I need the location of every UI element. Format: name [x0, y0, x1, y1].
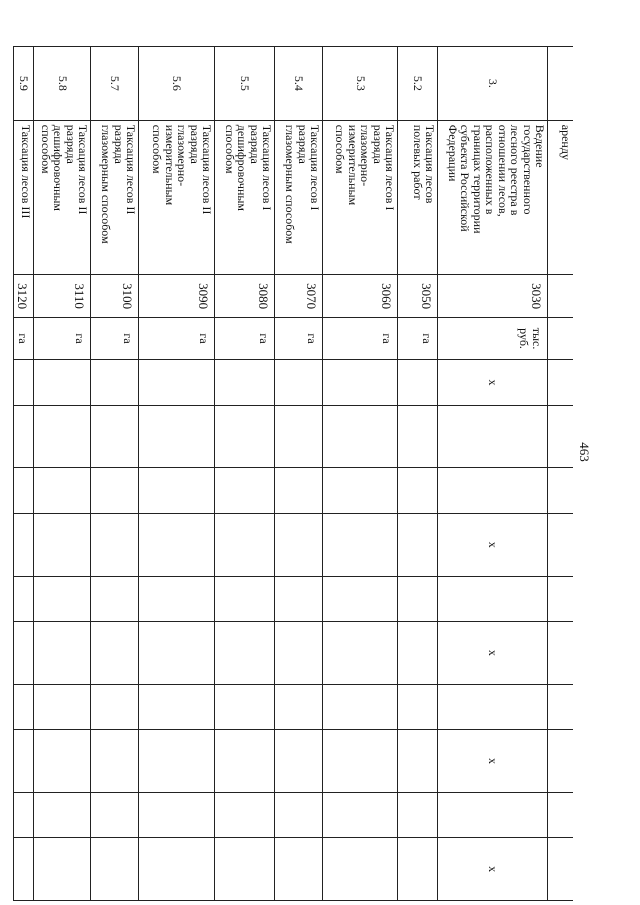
- row-number-cell: 5.6: [139, 47, 215, 121]
- value-cell: [91, 684, 139, 729]
- value-cell: [398, 621, 438, 684]
- row-code-cell: 3070: [275, 275, 323, 317]
- row-code-cell: 3120: [14, 275, 34, 317]
- value-cell: [275, 360, 323, 405]
- work-name-cell: Таксация лесов II разряда дешифровочным способом: [34, 120, 91, 275]
- row-number-cell: 5.8: [34, 47, 91, 121]
- value-cell: [548, 405, 573, 468]
- table-row: [323, 47, 398, 901]
- value-cell: [398, 684, 438, 729]
- value-cell: [215, 513, 275, 576]
- value-cell: x: [438, 360, 548, 405]
- unit-cell: га: [215, 317, 275, 359]
- value-cell: [91, 405, 139, 468]
- value-cell: [275, 405, 323, 468]
- value-cell: [398, 838, 438, 901]
- value-cell: [323, 513, 398, 576]
- value-cell: [275, 513, 323, 576]
- forest-works-table: [14, 46, 574, 901]
- row-number-cell: 5.5: [215, 47, 275, 121]
- row-code-cell: 3030: [438, 275, 548, 317]
- value-cell: [548, 513, 573, 576]
- value-cell: [215, 838, 275, 901]
- value-cell: [275, 838, 323, 901]
- value-cell: [139, 513, 215, 576]
- unit-cell: га: [91, 317, 139, 359]
- row-number-cell: 5.4: [275, 47, 323, 121]
- value-cell: [275, 576, 323, 621]
- value-cell: [323, 405, 398, 468]
- value-cell: [275, 792, 323, 837]
- row-number-cell: [548, 47, 573, 121]
- value-cell: [548, 576, 573, 621]
- value-cell: [398, 792, 438, 837]
- value-cell: [91, 730, 139, 793]
- work-name-cell: Таксация лесов III: [14, 120, 34, 275]
- value-cell: [139, 792, 215, 837]
- value-cell: [34, 621, 91, 684]
- value-cell: [139, 468, 215, 513]
- value-cell: [438, 405, 548, 468]
- rotated-table-container: [15, 46, 573, 901]
- value-cell: [34, 405, 91, 468]
- row-code-cell: [548, 275, 573, 317]
- table-row: [438, 47, 548, 901]
- value-cell: [548, 730, 573, 793]
- value-cell: [91, 468, 139, 513]
- unit-cell: га: [275, 317, 323, 359]
- row-code-cell: 3090: [139, 275, 215, 317]
- row-code-cell: 3060: [323, 275, 398, 317]
- value-cell: [14, 513, 34, 576]
- work-name-cell: Таксация лесов полевых работ: [398, 120, 438, 275]
- value-cell: [398, 468, 438, 513]
- value-cell: [34, 576, 91, 621]
- value-cell: [275, 684, 323, 729]
- value-cell: [323, 621, 398, 684]
- work-name-cell: Таксация лесов I разряда глазомерно- измерительным способом: [323, 120, 398, 275]
- value-cell: [14, 360, 34, 405]
- value-cell: [14, 684, 34, 729]
- value-cell: [139, 360, 215, 405]
- value-cell: [323, 360, 398, 405]
- value-cell: [34, 468, 91, 513]
- value-cell: [34, 684, 91, 729]
- table-row: [34, 47, 91, 901]
- value-cell: [14, 621, 34, 684]
- table-row: [215, 47, 275, 901]
- value-cell: [323, 576, 398, 621]
- value-cell: [14, 730, 34, 793]
- work-name-cell: Таксация лесов II разряда глазомерно- измерительным способом: [139, 120, 215, 275]
- value-cell: [323, 792, 398, 837]
- value-cell: [548, 838, 573, 901]
- table-row: [91, 47, 139, 901]
- value-cell: [438, 792, 548, 837]
- work-name-cell: Ведение государственного лесного реестра в отношении лесов, расположенных в границах территории субъекта Российской Федерации: [438, 120, 548, 275]
- unit-cell: га: [323, 317, 398, 359]
- value-cell: x: [438, 838, 548, 901]
- value-cell: [34, 730, 91, 793]
- value-cell: x: [438, 513, 548, 576]
- value-cell: [215, 468, 275, 513]
- table-row: [139, 47, 215, 901]
- value-cell: [14, 576, 34, 621]
- value-cell: [323, 468, 398, 513]
- value-cell: [398, 730, 438, 793]
- value-cell: [398, 405, 438, 468]
- value-cell: [275, 621, 323, 684]
- value-cell: [91, 360, 139, 405]
- value-cell: [398, 576, 438, 621]
- value-cell: [91, 621, 139, 684]
- value-cell: [398, 360, 438, 405]
- row-number-cell: 5.7: [91, 47, 139, 121]
- value-cell: [14, 838, 34, 901]
- value-cell: [34, 838, 91, 901]
- row-code-cell: 3100: [91, 275, 139, 317]
- unit-cell: га: [398, 317, 438, 359]
- unit-cell: га: [139, 317, 215, 359]
- value-cell: [398, 513, 438, 576]
- value-cell: [323, 684, 398, 729]
- value-cell: [275, 468, 323, 513]
- value-cell: [215, 730, 275, 793]
- row-code-cell: 3110: [34, 275, 91, 317]
- work-name-cell: Таксация лесов I разряда дешифровочным способом: [215, 120, 275, 275]
- work-name-cell: аренду: [548, 120, 573, 275]
- value-cell: [14, 405, 34, 468]
- row-number-cell: 5.9: [14, 47, 34, 121]
- page-number: 463: [577, 442, 592, 462]
- unit-cell: га: [14, 317, 34, 359]
- value-cell: [34, 792, 91, 837]
- value-cell: [215, 684, 275, 729]
- value-cell: [215, 405, 275, 468]
- unit-cell: [548, 317, 573, 359]
- value-cell: [548, 792, 573, 837]
- row-number-cell: 5.2: [398, 47, 438, 121]
- table-row: [14, 47, 34, 901]
- table-row: [398, 47, 438, 901]
- value-cell: [548, 684, 573, 729]
- value-cell: [91, 792, 139, 837]
- work-name-cell: Таксация лесов II разряда глазомерным способом: [91, 120, 139, 275]
- value-cell: [14, 792, 34, 837]
- value-cell: [139, 405, 215, 468]
- value-cell: [14, 468, 34, 513]
- value-cell: [438, 468, 548, 513]
- value-cell: [91, 576, 139, 621]
- work-name-cell: Таксация лесов I разряда глазомерным способом: [275, 120, 323, 275]
- row-number-cell: 3.: [438, 47, 548, 121]
- value-cell: [139, 730, 215, 793]
- value-cell: [548, 621, 573, 684]
- row-number-cell: 5.3: [323, 47, 398, 121]
- table-row: [548, 47, 573, 901]
- value-cell: [323, 838, 398, 901]
- value-cell: [139, 684, 215, 729]
- value-cell: [139, 621, 215, 684]
- value-cell: x: [438, 730, 548, 793]
- value-cell: x: [438, 621, 548, 684]
- unit-cell: га: [34, 317, 91, 359]
- value-cell: [438, 576, 548, 621]
- value-cell: [215, 576, 275, 621]
- value-cell: [139, 576, 215, 621]
- value-cell: [215, 792, 275, 837]
- row-code-cell: 3080: [215, 275, 275, 317]
- value-cell: [34, 360, 91, 405]
- row-code-cell: 3050: [398, 275, 438, 317]
- value-cell: [34, 513, 91, 576]
- value-cell: [323, 730, 398, 793]
- value-cell: [548, 468, 573, 513]
- unit-cell: тыс. руб.: [438, 317, 548, 359]
- value-cell: [438, 684, 548, 729]
- table-row: [275, 47, 323, 901]
- value-cell: [139, 838, 215, 901]
- value-cell: [91, 838, 139, 901]
- value-cell: [215, 621, 275, 684]
- value-cell: [91, 513, 139, 576]
- value-cell: [215, 360, 275, 405]
- value-cell: [548, 360, 573, 405]
- value-cell: [275, 730, 323, 793]
